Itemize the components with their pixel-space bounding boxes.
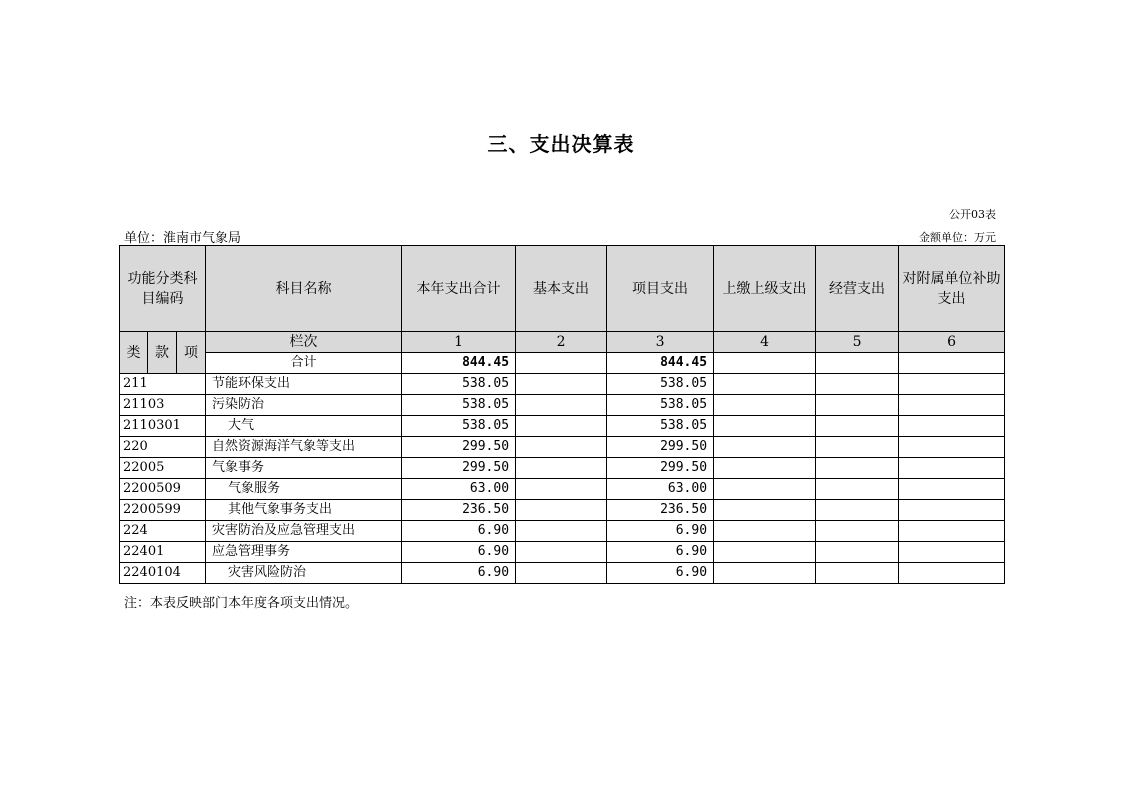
row-project: 538.05 xyxy=(607,416,714,437)
row-project: 6.90 xyxy=(607,521,714,542)
row-project: 299.50 xyxy=(607,458,714,479)
row-name: 气象服务 xyxy=(206,479,402,500)
row-total: 6.90 xyxy=(402,542,516,563)
table-row xyxy=(120,500,1005,521)
row-basic xyxy=(516,500,607,521)
row-upper xyxy=(714,500,816,521)
sum-label: 合计 xyxy=(206,353,402,374)
row-upper xyxy=(714,521,816,542)
header-subsidiary: 对附属单位补助支出 xyxy=(899,246,1005,332)
row-upper xyxy=(714,542,816,563)
row-name: 应急管理事务 xyxy=(206,542,402,563)
col-num-3: 3 xyxy=(607,332,714,353)
header-upper: 上缴上级支出 xyxy=(714,246,816,332)
row-name: 自然资源海洋气象等支出 xyxy=(206,437,402,458)
header-xiang: 项 xyxy=(177,332,206,374)
row-project: 299.50 xyxy=(607,437,714,458)
row-subsidiary xyxy=(899,437,1005,458)
column-number-row xyxy=(120,332,1005,353)
row-total: 299.50 xyxy=(402,437,516,458)
row-total: 236.50 xyxy=(402,500,516,521)
row-code: 2200509 xyxy=(120,479,206,500)
row-subsidiary xyxy=(899,479,1005,500)
col-num-1: 1 xyxy=(402,332,516,353)
table-row xyxy=(120,416,1005,437)
row-business xyxy=(816,563,899,584)
sum-business xyxy=(816,353,899,374)
table-row xyxy=(120,437,1005,458)
row-subsidiary xyxy=(899,458,1005,479)
header-code-group: 功能分类科目编码 xyxy=(120,246,206,332)
row-code: 211 xyxy=(120,374,206,395)
row-upper xyxy=(714,437,816,458)
col-num-5: 5 xyxy=(816,332,899,353)
row-subsidiary xyxy=(899,521,1005,542)
row-upper xyxy=(714,479,816,500)
row-business xyxy=(816,479,899,500)
sum-row xyxy=(120,353,1005,374)
amount-unit-label: 金额单位：万元 xyxy=(919,231,996,244)
header-project: 项目支出 xyxy=(607,246,714,332)
row-name: 大气 xyxy=(206,416,402,437)
row-business xyxy=(816,500,899,521)
header-lanci: 栏次 xyxy=(206,332,402,353)
sum-subsidiary xyxy=(899,353,1005,374)
row-upper xyxy=(714,374,816,395)
table-row xyxy=(120,542,1005,563)
row-project: 6.90 xyxy=(607,542,714,563)
header-row xyxy=(120,246,1005,332)
row-total: 538.05 xyxy=(402,374,516,395)
row-subsidiary xyxy=(899,500,1005,521)
row-total: 299.50 xyxy=(402,458,516,479)
sum-basic xyxy=(516,353,607,374)
sum-total: 844.45 xyxy=(402,353,516,374)
table-row xyxy=(120,374,1005,395)
row-subsidiary xyxy=(899,374,1005,395)
sum-project: 844.45 xyxy=(607,353,714,374)
header-kuan: 款 xyxy=(148,332,177,374)
col-num-4: 4 xyxy=(714,332,816,353)
row-subsidiary xyxy=(899,563,1005,584)
unit-label: 单位：淮南市气象局 xyxy=(124,231,242,246)
row-code: 2200599 xyxy=(120,500,206,521)
table-row xyxy=(120,479,1005,500)
row-total: 6.90 xyxy=(402,563,516,584)
row-business xyxy=(816,521,899,542)
row-code: 22401 xyxy=(120,542,206,563)
row-subsidiary xyxy=(899,542,1005,563)
header-lei: 类 xyxy=(120,332,148,374)
page-title: 三、支出决算表 xyxy=(487,132,635,156)
sum-upper xyxy=(714,353,816,374)
col-num-2: 2 xyxy=(516,332,607,353)
row-basic xyxy=(516,395,607,416)
row-business xyxy=(816,458,899,479)
row-name: 气象事务 xyxy=(206,458,402,479)
row-total: 6.90 xyxy=(402,521,516,542)
table-row xyxy=(120,395,1005,416)
row-project: 63.00 xyxy=(607,479,714,500)
table-row xyxy=(120,458,1005,479)
row-upper xyxy=(714,563,816,584)
row-basic xyxy=(516,563,607,584)
row-basic xyxy=(516,542,607,563)
header-business: 经营支出 xyxy=(816,246,899,332)
row-total: 538.05 xyxy=(402,395,516,416)
row-code: 21103 xyxy=(120,395,206,416)
row-total: 63.00 xyxy=(402,479,516,500)
row-code: 220 xyxy=(120,437,206,458)
header-total: 本年支出合计 xyxy=(402,246,516,332)
row-name: 其他气象事务支出 xyxy=(206,500,402,521)
table-note: 注：本表反映部门本年度各项支出情况。 xyxy=(124,596,359,611)
row-project: 236.50 xyxy=(607,500,714,521)
header-name: 科目名称 xyxy=(206,246,402,332)
row-name: 灾害防治及应急管理支出 xyxy=(206,521,402,542)
header-basic: 基本支出 xyxy=(516,246,607,332)
col-num-6: 6 xyxy=(899,332,1005,353)
row-business xyxy=(816,542,899,563)
row-subsidiary xyxy=(899,395,1005,416)
row-name: 灾害风险防治 xyxy=(206,563,402,584)
row-code: 224 xyxy=(120,521,206,542)
row-project: 538.05 xyxy=(607,374,714,395)
table-row xyxy=(120,563,1005,584)
row-basic xyxy=(516,437,607,458)
row-basic xyxy=(516,458,607,479)
row-basic xyxy=(516,416,607,437)
row-basic xyxy=(516,374,607,395)
row-total: 538.05 xyxy=(402,416,516,437)
row-name: 污染防治 xyxy=(206,395,402,416)
row-project: 6.90 xyxy=(607,563,714,584)
row-basic xyxy=(516,479,607,500)
row-upper xyxy=(714,395,816,416)
row-code: 22005 xyxy=(120,458,206,479)
row-basic xyxy=(516,521,607,542)
form-number: 公开03表 xyxy=(949,208,996,221)
row-project: 538.05 xyxy=(607,395,714,416)
row-business xyxy=(816,395,899,416)
row-business xyxy=(816,416,899,437)
row-upper xyxy=(714,416,816,437)
row-name: 节能环保支出 xyxy=(206,374,402,395)
row-business xyxy=(816,437,899,458)
row-code: 2240104 xyxy=(120,563,206,584)
row-subsidiary xyxy=(899,416,1005,437)
expenditure-table xyxy=(119,245,1005,584)
row-code: 2110301 xyxy=(120,416,206,437)
table-row xyxy=(120,521,1005,542)
row-upper xyxy=(714,458,816,479)
row-business xyxy=(816,374,899,395)
